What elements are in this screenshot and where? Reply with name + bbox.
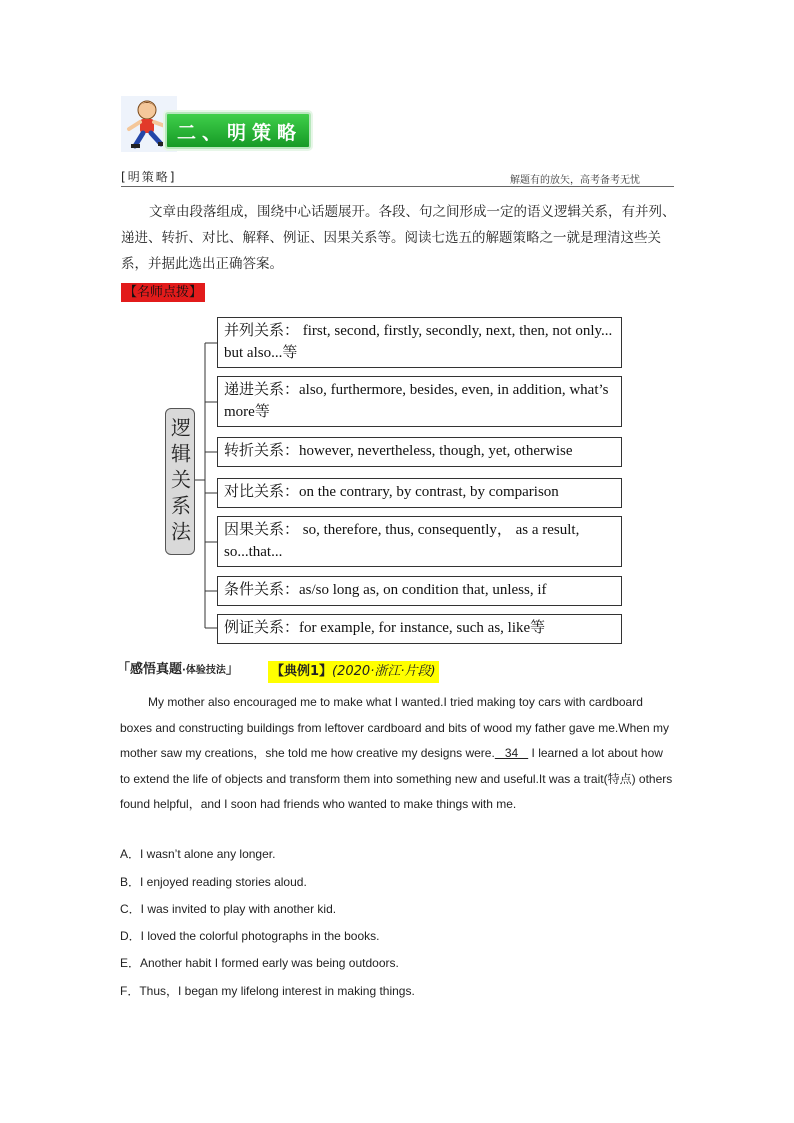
option-d: D．I loved the colorful photographs in the books. <box>120 929 380 943</box>
passage-text-before: My mother also encouraged me to make what I wanted.I tried making toy cars with cardboard boxes and constructing buildings from leftover cardboard and bits of wood my father gave me.When my mother saw my creations，she told me how creative my designs were. <box>120 695 669 760</box>
reading-passage <box>120 690 675 818</box>
section-header <box>121 168 674 187</box>
diagram-root-node <box>165 408 195 555</box>
option-b: B．I enjoyed reading stories aloud. <box>120 875 307 889</box>
option-e: E．Another habit I formed early was being outdoors. <box>120 956 399 970</box>
relation-cause-effect: 因果关系： so, therefore, thus, consequently， as a result, so...that... <box>217 516 622 567</box>
tip-badge: 【名师点拨】 <box>121 283 205 302</box>
example-tag <box>268 661 439 683</box>
relation-comparison: 对比关系：on the contrary, by contrast, by comparison <box>217 478 622 508</box>
example-heading-sub: ·体验技法 <box>182 665 226 676</box>
example-heading-title: 感悟真题 <box>130 662 183 677</box>
relation-condition: 条件关系：as/so long as, on condition that, unless, if <box>217 576 622 606</box>
intro-paragraph: 文章由段落组成，围绕中心话题展开。各段、句之间形成一定的语义逻辑关系，有并列、递进、转折、对比、解释、例证、因果关系等。阅读七选五的解题策略之一就是理清这些关系，并据此选出正确答案。 <box>121 204 676 272</box>
relation-example: 例证关系：for example, for instance, such as, like等 <box>217 614 622 644</box>
relation-parallel: 并列关系： first, second, firstly, secondly, next, then, not only... but also...等 <box>217 317 622 368</box>
option-a: A．I wasn’t alone any longer. <box>120 847 276 861</box>
option-c: C．I was invited to play with another kid. <box>120 902 337 916</box>
example-source: (2020·浙江·片段) <box>332 664 436 679</box>
passage-text-after: I learned a lot about how to extend the life of objects and transform them into something new and useful.It was a trait(特点) others found helpful，and I soon had friends who wanted to make things with me. <box>120 746 673 811</box>
section-banner <box>121 96 310 152</box>
option-f: F．Thus，I began my lifelong interest in making things. <box>120 984 415 998</box>
section-label: [明策略] <box>121 170 177 184</box>
relation-contrast-turn: 转折关系：however, nevertheless, though, yet, otherwise <box>217 437 622 467</box>
answer-blank: 34 <box>494 746 529 760</box>
example-tag-label: 【典例1】 <box>271 664 333 679</box>
section-slogan: 解题有的放矢，高考备考无忧 <box>510 175 640 186</box>
banner-tab <box>165 112 311 149</box>
logic-relation-diagram <box>160 315 640 650</box>
banner-title: 二、明策略 <box>177 122 303 144</box>
relation-progressive: 递进关系：also, furthermore, besides, even, in addition, what’s more等 <box>217 376 622 427</box>
diagram-root-label: 逻辑关系法 <box>167 416 192 547</box>
